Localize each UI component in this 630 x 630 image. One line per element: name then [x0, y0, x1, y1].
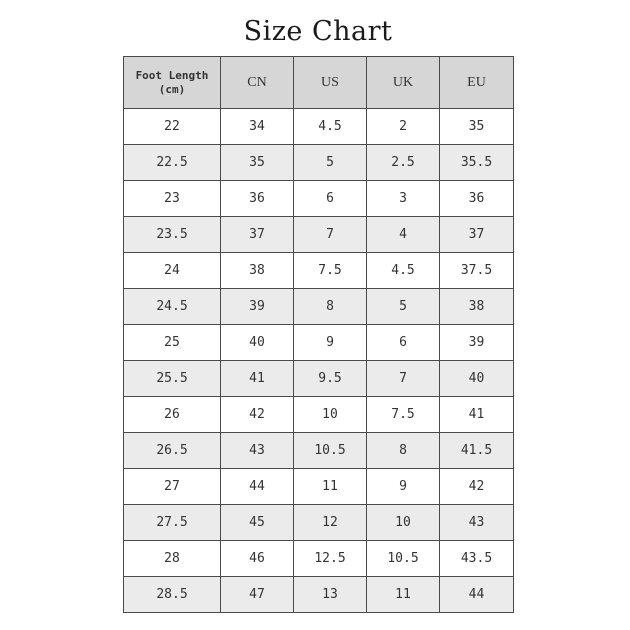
table-row: [124, 253, 514, 289]
cell-uk: 2.5: [367, 145, 440, 181]
table-row: [124, 433, 514, 469]
cell-cn: 40: [221, 325, 294, 361]
cell-us: 5: [294, 145, 367, 181]
cell-foot-length: 25.5: [124, 361, 221, 397]
cell-eu: 41: [440, 397, 514, 433]
cell-us: 8: [294, 289, 367, 325]
cell-eu: 39: [440, 325, 514, 361]
cell-eu: 44: [440, 577, 514, 613]
header-foot-length: [124, 57, 221, 109]
cell-eu: 36: [440, 181, 514, 217]
table-row: [124, 469, 514, 505]
cell-uk: 9: [367, 469, 440, 505]
cell-uk: 4: [367, 217, 440, 253]
cell-cn: 43: [221, 433, 294, 469]
header-uk: UK: [367, 57, 440, 109]
cell-uk: 7.5: [367, 397, 440, 433]
cell-us: 4.5: [294, 109, 367, 145]
table-header: [124, 57, 514, 109]
cell-cn: 37: [221, 217, 294, 253]
table-row: [124, 217, 514, 253]
cell-cn: 42: [221, 397, 294, 433]
cell-eu: 37: [440, 217, 514, 253]
cell-us: 10: [294, 397, 367, 433]
cell-us: 10.5: [294, 433, 367, 469]
table-row: [124, 109, 514, 145]
cell-eu: 40: [440, 361, 514, 397]
cell-eu: 37.5: [440, 253, 514, 289]
cell-foot-length: 23.5: [124, 217, 221, 253]
cell-us: 13: [294, 577, 367, 613]
cell-cn: 35: [221, 145, 294, 181]
cell-uk: 5: [367, 289, 440, 325]
cell-us: 9: [294, 325, 367, 361]
cell-cn: 41: [221, 361, 294, 397]
cell-eu: 41.5: [440, 433, 514, 469]
table-row: [124, 325, 514, 361]
table-row: [124, 361, 514, 397]
table-row: [124, 577, 514, 613]
size-chart-table: [123, 56, 514, 613]
header-cn: CN: [221, 57, 294, 109]
cell-foot-length: 24.5: [124, 289, 221, 325]
cell-foot-length: 25: [124, 325, 221, 361]
cell-uk: 7: [367, 361, 440, 397]
page-title: Size Chart: [243, 16, 393, 47]
cell-cn: 46: [221, 541, 294, 577]
cell-foot-length: 28.5: [124, 577, 221, 613]
cell-uk: 10: [367, 505, 440, 541]
cell-foot-length: 23: [124, 181, 221, 217]
header-row: [124, 57, 514, 109]
header-eu: EU: [440, 57, 514, 109]
header-foot-length-label: Foot Length (cm): [135, 68, 209, 96]
table-row: [124, 505, 514, 541]
cell-uk: 8: [367, 433, 440, 469]
cell-uk: 3: [367, 181, 440, 217]
table-row: [124, 145, 514, 181]
header-us: US: [294, 57, 367, 109]
cell-us: 9.5: [294, 361, 367, 397]
cell-cn: 45: [221, 505, 294, 541]
cell-cn: 38: [221, 253, 294, 289]
cell-us: 7.5: [294, 253, 367, 289]
cell-foot-length: 22.5: [124, 145, 221, 181]
cell-foot-length: 24: [124, 253, 221, 289]
cell-foot-length: 26: [124, 397, 221, 433]
cell-us: 7: [294, 217, 367, 253]
cell-foot-length: 28: [124, 541, 221, 577]
cell-eu: 35.5: [440, 145, 514, 181]
table-body: [124, 109, 514, 613]
cell-eu: 43.5: [440, 541, 514, 577]
cell-uk: 4.5: [367, 253, 440, 289]
table-row: [124, 541, 514, 577]
cell-eu: 43: [440, 505, 514, 541]
cell-cn: 39: [221, 289, 294, 325]
table-row: [124, 181, 514, 217]
cell-cn: 34: [221, 109, 294, 145]
cell-us: 6: [294, 181, 367, 217]
cell-foot-length: 26.5: [124, 433, 221, 469]
cell-uk: 6: [367, 325, 440, 361]
cell-uk: 11: [367, 577, 440, 613]
cell-foot-length: 22: [124, 109, 221, 145]
cell-cn: 47: [221, 577, 294, 613]
cell-cn: 44: [221, 469, 294, 505]
cell-uk: 10.5: [367, 541, 440, 577]
cell-uk: 2: [367, 109, 440, 145]
cell-eu: 38: [440, 289, 514, 325]
cell-us: 11: [294, 469, 367, 505]
cell-foot-length: 27: [124, 469, 221, 505]
cell-eu: 42: [440, 469, 514, 505]
cell-us: 12: [294, 505, 367, 541]
cell-cn: 36: [221, 181, 294, 217]
table-row: [124, 397, 514, 433]
cell-foot-length: 27.5: [124, 505, 221, 541]
cell-us: 12.5: [294, 541, 367, 577]
cell-eu: 35: [440, 109, 514, 145]
table-row: [124, 289, 514, 325]
